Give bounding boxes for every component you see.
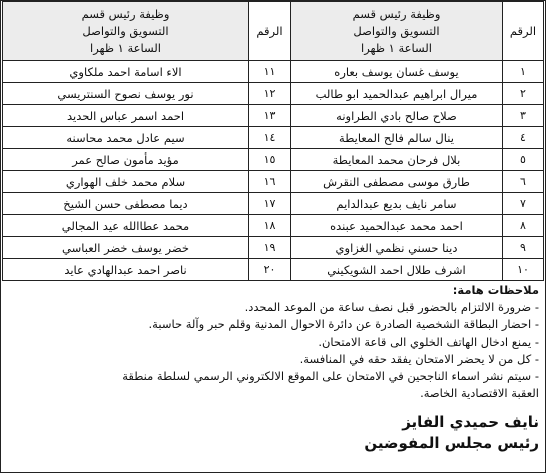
note-line: العقبة الاقتصادية الخاصة.: [420, 386, 539, 401]
table-row: [3, 83, 544, 105]
candidate-name: ناصر احمد عبدالهادي عايد: [3, 259, 249, 281]
row-number: ٥: [503, 149, 544, 171]
signatory-name: نايف حميدي الفايز: [402, 413, 539, 431]
row-number: ١٠: [503, 259, 544, 281]
note-line: - كل من لا يحضر الامتحان يفقد حقه في المنافسة.: [299, 351, 539, 366]
table-body: [3, 61, 544, 281]
candidate-name: دينا حسني نظمي الغزاوي: [291, 237, 503, 259]
row-number: ١٥: [249, 149, 291, 171]
candidate-name: الاء اسامة احمد ملكاوي: [3, 61, 249, 83]
number-column-header-right: الرقم: [503, 2, 544, 61]
row-number: ٩: [503, 237, 544, 259]
job-time-line: الساعة ١ ظهرا: [361, 40, 432, 55]
candidate-name: ديما مصطفى حسن الشيخ: [3, 193, 249, 215]
note-line: - سيتم نشر اسماء الناجحين في الامتحان على الموقع الالكتروني الرسمي لسلطة منطقة: [122, 369, 539, 384]
candidate-name: احمد اسمر عباس الحديد: [3, 105, 249, 127]
row-number: ١٤: [249, 127, 291, 149]
candidate-name: سيم عادل محمد محاسنه: [3, 127, 249, 149]
candidate-name: احمد محمد عبدالحميد عبنده: [291, 215, 503, 237]
candidates-table: [2, 1, 544, 281]
note-line: - ضرورة الالتزام بالحضور قبل نصف ساعة من الموعد المحدد.: [244, 300, 539, 315]
table-row: [3, 259, 544, 281]
note-line: - يمنع ادخال الهاتف الخلوي الى قاعة الامتحان.: [318, 334, 539, 349]
row-number: ٢: [503, 83, 544, 105]
candidate-name: سلام محمد خلف الهواري: [3, 171, 249, 193]
signatory-title: رئيس مجلس المفوضين: [364, 434, 539, 452]
signature-block: [364, 412, 539, 454]
row-number: ١٩: [249, 237, 291, 259]
row-number: ١٧: [249, 193, 291, 215]
candidate-name: يوسف غسان يوسف بعاره: [291, 61, 503, 83]
job-title-line2: التسويق والتواصل: [353, 23, 440, 38]
job-title-line2: التسويق والتواصل: [82, 23, 169, 38]
table-row: [3, 127, 544, 149]
candidate-name: ينال سالم فالح المعايطة: [291, 127, 503, 149]
table-row: [3, 149, 544, 171]
job-title-line1: وظيفة رئيس قسم: [352, 6, 441, 21]
number-column-header-left: الرقم: [249, 2, 291, 61]
table-row: [3, 215, 544, 237]
row-number: ٧: [503, 193, 544, 215]
candidate-name: صلاح صالح بادي الطراونه: [291, 105, 503, 127]
table-row: [3, 193, 544, 215]
table-row: [3, 237, 544, 259]
candidate-name: نور يوسف نصوح السنتريسي: [3, 83, 249, 105]
row-number: ١: [503, 61, 544, 83]
candidate-name: بلال فرحان محمد المعايطة: [291, 149, 503, 171]
candidate-name: مؤيد مأمون صالح عمر: [3, 149, 249, 171]
candidate-name: اشرف طلال احمد الشويكيني: [291, 259, 503, 281]
job-column-header-right: [291, 2, 503, 61]
candidate-name: محمد عطاالله عيد المجالي: [3, 215, 249, 237]
row-number: ٣: [503, 105, 544, 127]
row-number: ١٦: [249, 171, 291, 193]
row-number: ١٨: [249, 215, 291, 237]
table-header-row: [3, 2, 544, 61]
table-row: [3, 105, 544, 127]
table-row: [3, 171, 544, 193]
row-number: ١٣: [249, 105, 291, 127]
row-number: ٢٠: [249, 259, 291, 281]
job-time-line: الساعة ١ ظهرا: [90, 40, 161, 55]
row-number: ١١: [249, 61, 291, 83]
candidate-name: خضر يوسف خضر العباسي: [3, 237, 249, 259]
candidate-name: طارق موسى مصطفى النقرش: [291, 171, 503, 193]
table-row: [3, 61, 544, 83]
candidate-name: سامر نايف بديع عبدالدايم: [291, 193, 503, 215]
job-title-line1: وظيفة رئيس قسم: [81, 6, 170, 21]
note-line: - احضار البطاقة الشخصية الصادرة عن دائرة الاحوال المدنية وقلم حبر وآلة حاسبة.: [148, 317, 539, 332]
row-number: ٤: [503, 127, 544, 149]
candidate-name: ميرال ابراهيم عبدالحميد ابو طالب: [291, 83, 503, 105]
job-column-header-left: [3, 2, 249, 61]
important-notes: [7, 282, 539, 402]
row-number: ٦: [503, 171, 544, 193]
row-number: ٨: [503, 215, 544, 237]
notes-title: ملاحظات هامة:: [452, 283, 539, 297]
row-number: ١٢: [249, 83, 291, 105]
